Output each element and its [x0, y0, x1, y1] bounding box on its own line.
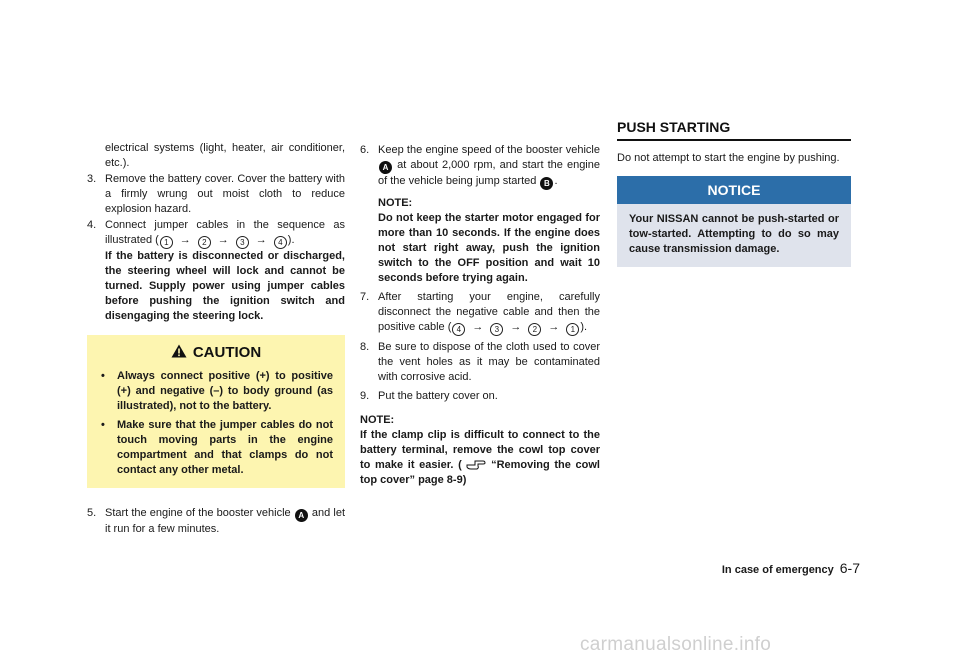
step-text-end: . [554, 175, 558, 187]
step-warning: If the battery is disconnected or discharged, the steering wheel will lock and cannot be turned. Supply power using jumper cables before pushing the ignition switch and disengaging the steering lock. [105, 250, 345, 322]
step-number: 3. [87, 173, 97, 185]
step-text: and let it run for a few minutes. [105, 507, 345, 535]
circled-number: 3 [490, 323, 503, 336]
circled-letter: A [295, 509, 308, 522]
step-number: 4. [87, 219, 97, 231]
step-6 [360, 143, 600, 286]
note-label: NOTE: [360, 414, 395, 426]
caution-box [87, 335, 345, 488]
caution-bullet [99, 418, 333, 478]
step-text: at about 2,000 rpm, and start the engine of the vehicle being jump started [378, 159, 600, 187]
notice-text: Your NISSAN cannot be push-started or tow-started. Attempting to do so may cause transmission damage. [629, 213, 839, 255]
note-text [360, 428, 600, 488]
circled-number: 4 [274, 236, 287, 249]
caution-title [99, 343, 333, 363]
step-text-end: ). [580, 321, 588, 333]
arrow-right-icon: → [548, 321, 560, 333]
watermark: carmanualsonline.info [580, 634, 772, 655]
note-text: Do not keep the starter motor engaged for more than 10 seconds. If the engine does not start right away, push the ignition switch to the OFF position and wait 10 seconds before trying again. [378, 212, 600, 284]
step-text: Be sure to dispose of the cloth used to cover the vent holes as it may be contaminated with corrosive acid. [378, 341, 600, 383]
step-number: 8. [360, 341, 370, 353]
right-column [617, 118, 851, 267]
footer-section: In case of emergency [721, 564, 834, 576]
notice-box [617, 176, 851, 267]
note-label: NOTE: [378, 197, 413, 209]
arrow-right-icon: → [255, 234, 267, 246]
step-7 [360, 290, 600, 336]
section-title: PUSH STARTING [617, 118, 851, 141]
step-8 [360, 340, 600, 385]
caution-bullet-text: Always connect positive (+) to positive (+) and negative (–) to body ground (as illustrated), not to the battery. [117, 370, 333, 412]
bullet-dot: • [101, 419, 105, 431]
step-text-end: ). [287, 234, 295, 246]
step-text: Start the engine of the booster vehicle [105, 507, 291, 519]
arrow-right-icon: → [510, 321, 522, 333]
circled-number: 4 [452, 323, 465, 336]
circled-number: 2 [528, 323, 541, 336]
step-9 [360, 389, 600, 404]
step-4 [87, 218, 345, 324]
step-text: After starting your engine, carefully disconnect the negative cable and then the positive cable ( [378, 291, 600, 333]
notice-title: NOTICE [617, 176, 851, 204]
step-number: 9. [360, 390, 370, 402]
circled-letter: A [379, 161, 392, 174]
step-text: Connect jumper cables in the sequence as illustrated ( [105, 219, 345, 246]
step-text: Remove the battery cover. Cover the battery with a firmly wrung out moist cloth to reduce explosion hazard. [105, 173, 345, 215]
caution-bullet [99, 369, 333, 414]
step-3 [87, 172, 345, 217]
bullet-dot: • [101, 370, 105, 382]
middle-column [360, 142, 600, 488]
step-text: Keep the engine speed of the booster vehicle [378, 144, 600, 156]
circled-number: 1 [160, 236, 173, 249]
arrow-right-icon: → [472, 321, 484, 333]
page-reference[interactable]: “Removing the cowl top cover” page 8-9) [360, 459, 600, 486]
step-number: 7. [360, 291, 370, 303]
continued-text: electrical systems (light, heater, air conditioner, etc.). [105, 142, 345, 169]
arrow-right-icon: → [179, 234, 191, 246]
left-column [87, 141, 345, 537]
caution-bullet-text: Make sure that the jumper cables do not touch moving parts in the engine compartment and that clamps do not contact any other metal. [117, 419, 333, 476]
note-text-main: If the clamp clip is difficult to connect to the battery terminal, remove the cowl top cover to make it easier. ( [360, 429, 600, 471]
circled-letter: B [540, 177, 553, 190]
section-text: Do not attempt to start the engine by pushing. [617, 152, 840, 164]
warning-icon [171, 344, 187, 358]
step-text: Put the battery cover on. [378, 390, 498, 402]
circled-number: 2 [198, 236, 211, 249]
circled-number: 1 [566, 323, 579, 336]
page-footer [690, 561, 860, 578]
step-5 [87, 506, 345, 537]
caution-title-text: CAUTION [192, 344, 262, 361]
page-number: 6-7 [839, 560, 860, 576]
step-number: 5. [87, 507, 97, 519]
arrow-right-icon: → [217, 234, 229, 246]
pointing-hand-icon [466, 458, 486, 470]
circled-number: 3 [236, 236, 249, 249]
step-number: 6. [360, 144, 370, 156]
